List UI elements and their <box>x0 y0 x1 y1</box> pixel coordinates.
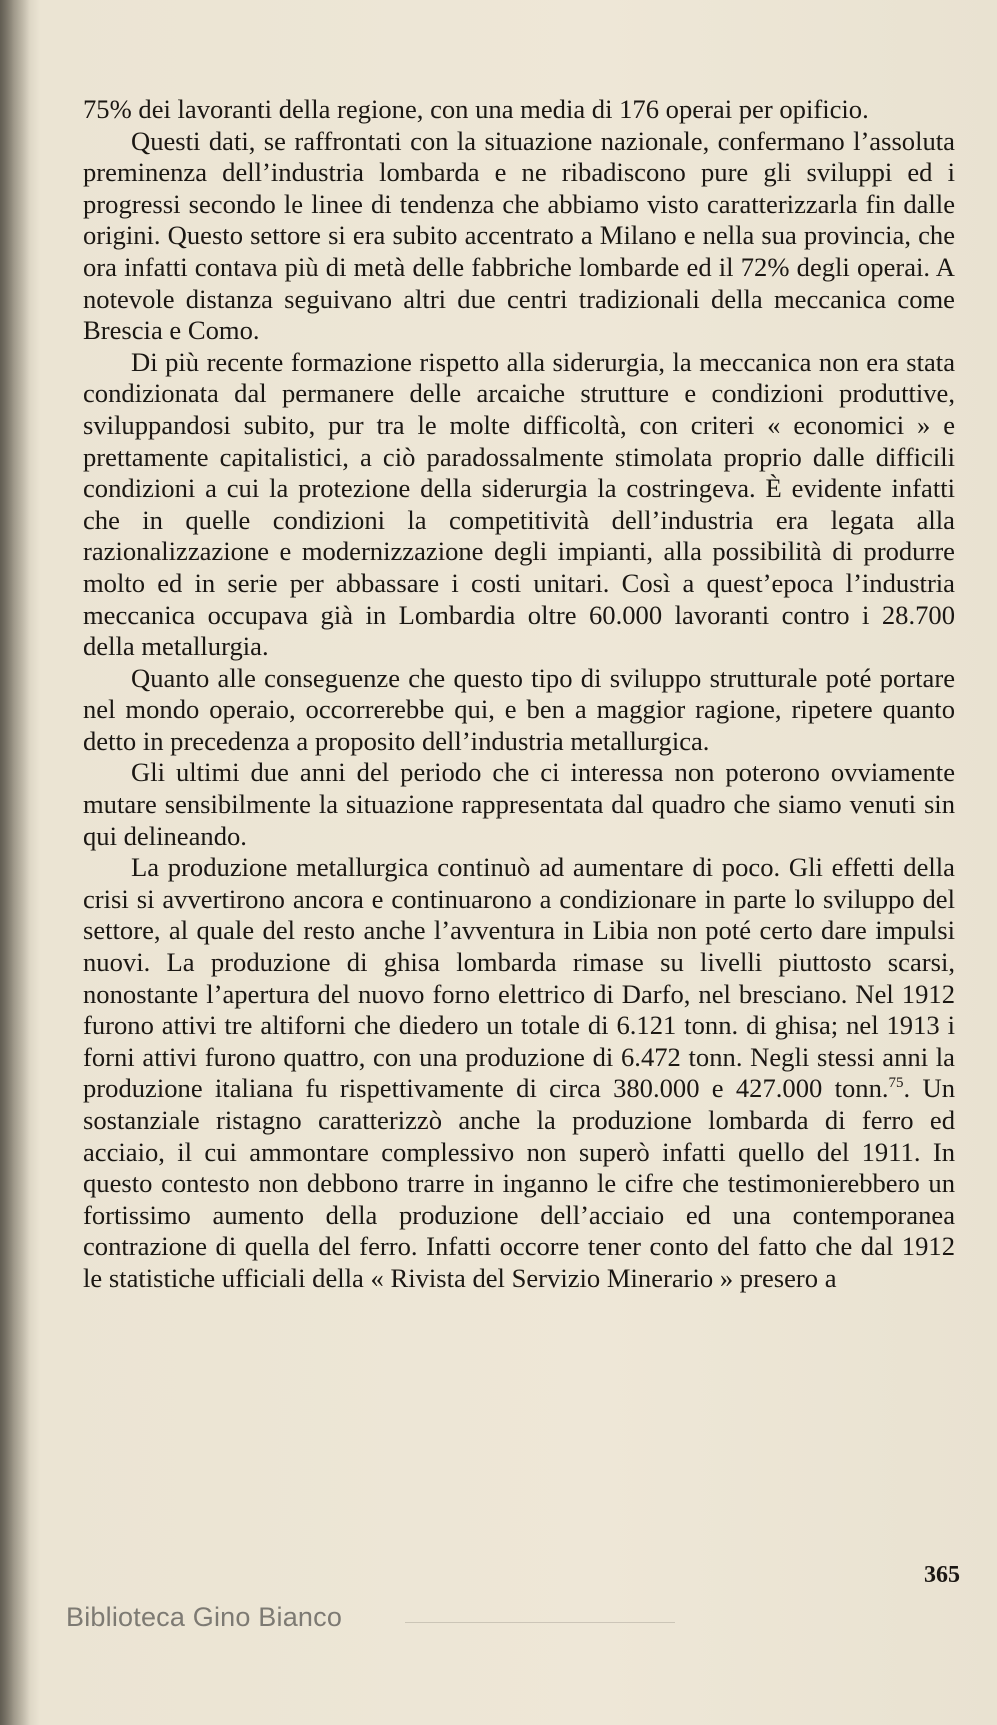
paragraph-3: Di più recente formazione rispetto alla siderurgia, la meccanica non era stata condizionata dal permanere delle arcaiche strutture e condizioni produttive, sviluppandosi subito, pur tra le molte difficoltà, con criteri « economici » e prettamente capitalistici, a ciò paradossalmente stimolata proprio dalle difficili condizioni a cui la protezione della siderurgia la costringeva. È evidente infatti che in quelle condizioni la competitività dell’industria era legata alla razionalizzazione e modernizzazione degli impianti, alla possibilità di produrre molto ed in serie per abbassare i costi unitari. Così a quest’epoca l’industria meccanica occupava già in Lombardia oltre 60.000 lavoranti contro i 28.700 della metallurgia. <box>83 346 955 662</box>
footnote-marker[interactable]: 75 <box>888 1075 904 1092</box>
paragraph-6-text: La produzione metallurgica continuò ad aumentare di poco. Gli effetti della crisi si avvertirono ancora e continuarono a condizionare in parte lo sviluppo del settore, al quale del resto anche l’avventura in Libia non poté certo dare impulsi nuovi. La produzione di ghisa lombarda rimase su livelli piuttosto scarsi, nonostante l’apertura del nuovo forno elettrico di Darfo, nel bresciano. Nel 1912 furono attivi tre altiforni che diedero un totale di 6.121 tonn. di ghisa; nel 1913 i forni attivi furono quattro, con una produzione di 6.472 tonn. Negli stessi anni la produzione italiana fu rispettivamente di circa 380.000 e 427.000 tonn. <box>83 852 955 1104</box>
paragraph-1: 75% dei lavoranti della regione, con una media di 176 operai per opificio. <box>83 94 869 124</box>
paragraph-2: Questi dati, se raffrontati con la situazione nazionale, confermano l’assoluta preminenza dell’industria lombarda e ne ribadiscono pure gli sviluppi ed i progressi secondo le linee di tendenza che abbiamo visto caratterizzarla fin dalle origini. Questo settore si era subito accentrato a Milano e nella sua provincia, che ora infatti contava più di metà delle fabbriche lombarde ed il 72% degli operai. A notevole distanza seguivano altri due centri tradizionali della meccanica come Brescia e Como. <box>83 125 955 346</box>
paragraph-6-continuation: . Un sostanziale ristagno caratterizzò anche la produzione lombarda di ferro ed acciaio, il cui ammontare complessivo non superò infatti quello del 1911. In questo contesto non debbono trarre in inganno le cifre che testimonierebbero un fortissimo aumento della produzione dell’acciaio ed una contemporanea contrazione di quella del ferro. Infatti occorre tener conto del fatto che dal 1912 le statistiche ufficiali della « Rivista del Servizio Minerario » presero a <box>83 1073 955 1293</box>
paragraph-6 <box>83 852 955 1294</box>
watermark-rule <box>405 1622 675 1623</box>
body-text <box>83 94 955 1295</box>
paragraph-5: Gli ultimi due anni del periodo che ci interessa non poterono ovviamente mutare sensibilmente la situazione rappresentata dal quadro che siamo venuti sin qui delineando. <box>83 757 955 851</box>
paragraph-4: Quanto alle conseguenze che questo tipo di sviluppo strutturale poté portare nel mondo operaio, occorrerebbe qui, e ben a maggior ragione, ripetere quanto detto in precedenza a proposito dell’industria metallurgica. <box>83 662 955 756</box>
page-number: 365 <box>924 1562 960 1588</box>
library-watermark: Biblioteca Gino Bianco <box>66 1602 343 1632</box>
spine-shadow <box>0 0 30 1725</box>
